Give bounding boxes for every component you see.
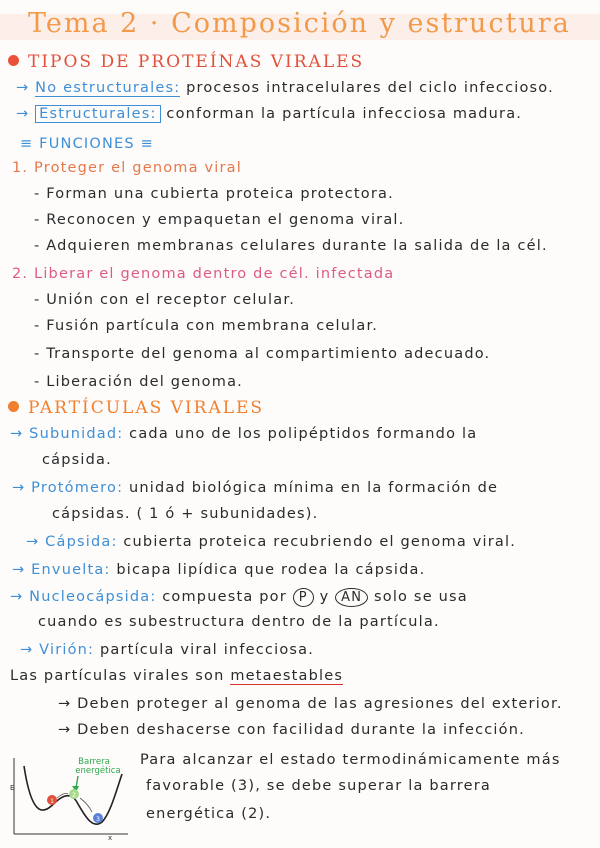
term-envuelta: Envuelta:	[31, 562, 111, 578]
bullet-icon	[8, 55, 19, 66]
funciones-heading: ≡ FUNCIONES ≡	[20, 136, 154, 152]
y-axis-label: E	[10, 784, 15, 792]
arrow-icon: →	[26, 534, 40, 550]
definition-capsida: → Cápsida: cubierta proteica recubriendo el genoma viral.	[26, 534, 517, 550]
arrow-icon: →	[20, 642, 34, 658]
protein-symbol: P	[293, 588, 314, 607]
arrow-icon: →	[58, 696, 72, 712]
nucleic-acid-symbol: AN	[335, 588, 368, 607]
arrow-icon: →	[16, 80, 30, 96]
section-heading-particulas: PARTÍCULAS VIRALES	[8, 398, 264, 418]
list-item: - Unión con el receptor celular.	[34, 292, 295, 308]
term-no-estructurales: No estructurales:	[35, 80, 181, 96]
list-item: - Transporte del genoma al compartimiento adecuado.	[34, 346, 491, 362]
term-metaestables: metaestables	[230, 668, 344, 684]
definition-continuation: cápsidas. ( 1 ó + subunidades).	[52, 506, 319, 522]
term-virion: Virión:	[39, 642, 95, 658]
list-item	[16, 106, 522, 122]
term-protomero: Protómero:	[31, 480, 124, 496]
energy-barrier-diagram	[10, 752, 132, 840]
svg-text:2: 2	[72, 792, 76, 799]
section-heading-tipos: TIPOS DE PROTEÍNAS VIRALES	[8, 52, 364, 72]
term-capsida: Cápsida:	[45, 534, 118, 550]
term-subunidad: Subunidad:	[29, 426, 124, 442]
x-axis-label: x	[108, 834, 113, 840]
list-item: - Liberación del genoma.	[34, 374, 243, 390]
definition-virion: → Virión: partícula viral infecciosa.	[20, 642, 315, 658]
definition-nucleocapsida: → Nucleocápsida: compuesta por P y AN solo se usa	[10, 589, 468, 605]
svg-text:3: 3	[96, 816, 100, 823]
svg-text:1: 1	[50, 798, 54, 805]
arrow-icon: →	[58, 722, 72, 738]
closing-text: favorable (3), se debe superar la barrera	[146, 778, 491, 794]
arrow-icon: →	[12, 562, 26, 578]
closing-text: Para alcanzar el estado termodinámicamente más	[140, 752, 561, 768]
definition-subunidad: → Subunidad: cada uno de los polipéptidos formando la	[10, 426, 478, 442]
definition-text: procesos intracelulares del ciclo infeccioso.	[186, 80, 554, 96]
definition-continuation: cuando es subestructura dentro de la partícula.	[38, 614, 440, 630]
list-item: - Adquieren membranas celulares durante la salida de la cél.	[34, 238, 548, 254]
term-estructurales: Estructurales:	[35, 105, 160, 123]
arrow-icon: →	[10, 589, 24, 605]
term-nucleocapsida: Nucleocápsida:	[29, 589, 157, 605]
list-item: → Deben deshacerse con facilidad durante la infección.	[58, 722, 525, 738]
definition-envuelta: → Envuelta: bicapa lipídica que rodea la cápsida.	[12, 562, 426, 578]
list-item: - Reconocen y empaquetan el genoma viral.	[34, 212, 405, 228]
definition-protomero: → Protómero: unidad biológica mínima en la formación de	[12, 480, 499, 496]
arrow-icon: →	[16, 106, 30, 122]
barrier-label: Barrera	[78, 757, 110, 767]
definition-text: conforman la partícula infecciosa madura.	[166, 106, 523, 122]
list-item: - Forman una cubierta proteica protectora.	[34, 186, 394, 202]
list-item	[16, 80, 554, 96]
definition-continuation: cápsida.	[42, 452, 112, 468]
list-item: → Deben proteger al genoma de las agresiones del exterior.	[58, 696, 563, 712]
group-title-liberar: 2. Liberar el genoma dentro de cél. infectada	[12, 266, 395, 282]
barrier-label: energética	[75, 766, 121, 776]
page-title: Tema 2 · Composición y estructura	[28, 8, 571, 39]
list-item: - Fusión partícula con membrana celular.	[34, 318, 379, 334]
arrow-icon: →	[10, 426, 24, 442]
metaestables-statement: Las partículas virales son metaestables	[10, 668, 344, 684]
closing-text: energética (2).	[146, 806, 272, 822]
arrow-icon: →	[12, 480, 26, 496]
bullet-icon	[8, 401, 19, 412]
group-title-proteger: 1. Proteger el genoma viral	[12, 160, 242, 176]
